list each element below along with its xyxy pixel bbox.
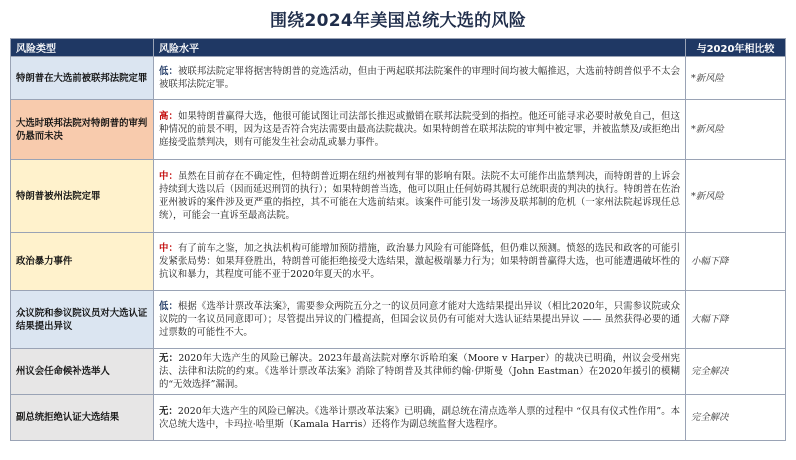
table-row: [11, 291, 786, 349]
risk-description-cell: [154, 100, 686, 160]
table-row: [11, 100, 786, 160]
table-row: [11, 349, 786, 395]
risk-category: 州议会任命候补选举人: [11, 349, 154, 395]
risk-level-label: 高：: [159, 111, 178, 122]
risk-description-cell: [154, 349, 686, 395]
compare-2020-value: *新风险: [686, 57, 786, 100]
table-row: [11, 395, 786, 441]
table-row: [11, 57, 786, 100]
risk-level-label: 无：: [159, 353, 179, 364]
risk-table: [10, 38, 786, 441]
risk-level-label: 低：: [159, 301, 178, 312]
risk-description: 被联邦法院定罪将据害特朗普的竞选活动，但由于两起联邦法院案件的审理时间均被大幅推迟，大选前特朗普似乎不太会被联邦法院定罪。: [159, 66, 680, 90]
risk-category: 特朗普被州法院定罪: [11, 160, 154, 233]
risk-description: 2020年大选产生的风险已解决。《选举计票改革法案》已明确，副总统在清点选举人票的过程中 “仅具有仪式性作用”。本次总统大选中，卡玛拉·哈里斯（Kamala Harris）还将作为副总统监督大选程序。: [159, 405, 680, 430]
risk-description: 虽然在目前存在不确定性，但特朗普近期在纽约州被判有罪的影响有限。法院不太可能作出监禁判决，而特朗普的上诉会持续到大选以后（因而延迟刑罚的执行）；如果特朗普当选，他可以阻止任何妨碍其履行总统职责的判决的执行。特朗普在佐治亚州被诉的案件涉及更严重的指控，其不可能在大选前结束。该案件可能引发一场涉及联邦制的危机（一家州法院起诉现任总统），可能会一直诉至最高法院。: [159, 171, 680, 221]
risk-level-label: 中：: [159, 171, 178, 182]
table-row: [11, 233, 786, 291]
risk-description-cell: [154, 233, 686, 291]
header-risk-type: 风险类型: [11, 39, 154, 57]
compare-2020-value: *新风险: [686, 160, 786, 233]
risk-description: 2020年大选产生的风险已解决。2023年最高法院对摩尔诉哈珀案（Moore v Harper）的裁决已明确，州议会受州宪法、法律和法院的约束。《选举计票改革法案》消除了特朗普及其律师约翰·伊斯曼（John Eastman）在2020年援引的模糊的“无效选择”漏洞。: [159, 353, 680, 390]
risk-description-cell: [154, 57, 686, 100]
table-row: [11, 160, 786, 233]
table-header-row: [11, 39, 786, 57]
risk-level-label: 低：: [159, 66, 178, 77]
risk-description: 根据《选举计票改革法案》，需要参众两院五分之一的议员同意才能对大选结果提出异议（相比2020年，只需参议院或众议院的一名议员同意即可）；尽管提出异议的门槛提高，但国会议员仍有可能对大选认证结果提出异议 —— 虽然获得必要的通过票数的可能性不大。: [159, 301, 680, 338]
risk-category: 大选时联邦法院对特朗普的审判仍悬而未决: [11, 100, 154, 160]
page-title: 围绕2024年美国总统大选的风险: [269, 11, 527, 31]
risk-level-label: 无：: [159, 405, 178, 417]
risk-description-cell: [154, 291, 686, 349]
risk-category: 特朗普在大选前被联邦法院定罪: [11, 57, 154, 100]
risk-description: 如果特朗普赢得大选，他很可能试图让司法部长推迟或撤销在联邦法院受到的指控。他还可能寻求必要时赦免自己，但这种情况的前景不明，因为这是否符合宪法需要由最高法院裁决。如果特朗普在联邦法院的审判中被定罪，并被监禁及/或拒绝出庭接受监禁判决，则有可能发生社会动乱或暴力事件。: [159, 111, 680, 148]
header-risk-level: 风险水平: [154, 39, 686, 57]
compare-2020-value: 完全解决: [686, 395, 786, 441]
compare-2020-value: 小幅下降: [686, 233, 786, 291]
risk-level-label: 中：: [159, 243, 178, 254]
risk-category: 众议院和参议院议员对大选认证结果提出异议: [11, 291, 154, 349]
compare-2020-value: *新风险: [686, 100, 786, 160]
compare-2020-value: 大幅下降: [686, 291, 786, 349]
compare-2020-value: 完全解决: [686, 349, 786, 395]
risk-description: 有了前车之鉴，加之执法机构可能增加预防措施，政治暴力风险有可能降低，但仍难以预测。愤怒的选民和政客的可能引发紧张局势：如果拜登胜出，特朗普可能拒绝接受大选结果，激起极端暴力行为；如果特朗普赢得大选，也可能遭遇破坏性的抗议和暴力，其程度可能不亚于2020年夏天的水平。: [159, 243, 680, 280]
risk-description-cell: [154, 395, 686, 441]
risk-description-cell: [154, 160, 686, 233]
risk-category: 政治暴力事件: [11, 233, 154, 291]
header-compare-2020: 与2020年相比较: [686, 39, 786, 57]
risk-category: 副总统拒绝认证大选结果: [11, 395, 154, 441]
